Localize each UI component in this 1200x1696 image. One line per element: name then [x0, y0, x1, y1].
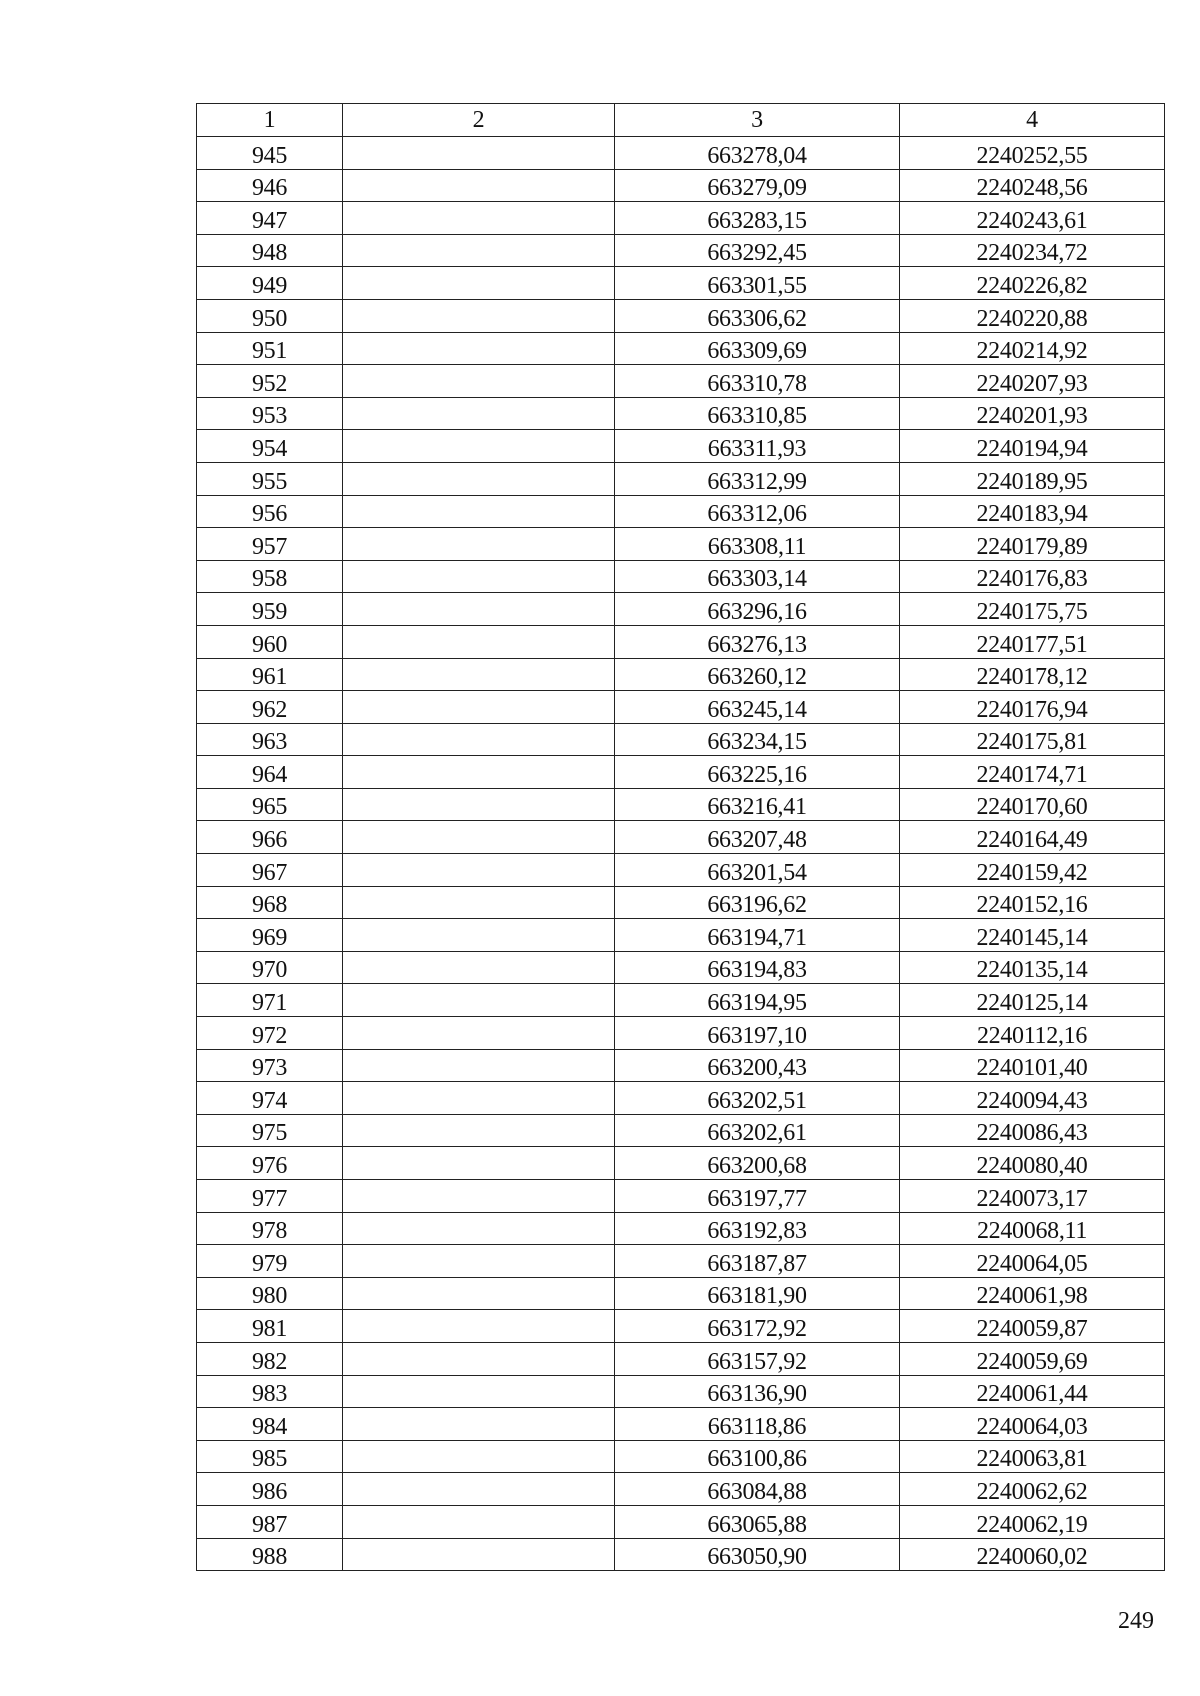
- x-coordinate-cell: 663050,90: [615, 1538, 900, 1571]
- y-coordinate-cell: 2240174,71: [900, 756, 1165, 789]
- empty-cell: [343, 821, 615, 854]
- x-coordinate-cell: 663118,86: [615, 1408, 900, 1441]
- empty-cell: [343, 299, 615, 332]
- x-coordinate-cell: 663312,06: [615, 495, 900, 528]
- table-row: [197, 1473, 1165, 1506]
- empty-cell: [343, 723, 615, 756]
- x-coordinate-cell: 663200,68: [615, 1147, 900, 1180]
- page-number: 249: [1118, 1608, 1154, 1634]
- y-coordinate-cell: 2240059,87: [900, 1310, 1165, 1343]
- x-coordinate-cell: 663157,92: [615, 1342, 900, 1375]
- y-coordinate-cell: 2240135,14: [900, 951, 1165, 984]
- empty-cell: [343, 332, 615, 365]
- point-number-cell: 945: [197, 137, 343, 170]
- x-coordinate-cell: 663296,16: [615, 593, 900, 626]
- table-row: [197, 1245, 1165, 1278]
- table-row: [197, 169, 1165, 202]
- x-coordinate-cell: 663301,55: [615, 267, 900, 300]
- table-row: [197, 528, 1165, 561]
- table-row: [197, 1440, 1165, 1473]
- table-row: [197, 137, 1165, 170]
- empty-cell: [343, 430, 615, 463]
- y-coordinate-cell: 2240178,12: [900, 658, 1165, 691]
- y-coordinate-cell: 2240176,83: [900, 560, 1165, 593]
- point-number-cell: 959: [197, 593, 343, 626]
- point-number-cell: 982: [197, 1342, 343, 1375]
- y-coordinate-cell: 2240207,93: [900, 365, 1165, 398]
- table-row: [197, 234, 1165, 267]
- point-number-cell: 962: [197, 691, 343, 724]
- empty-cell: [343, 169, 615, 202]
- y-coordinate-cell: 2240164,49: [900, 821, 1165, 854]
- column-header-2: 2: [343, 104, 615, 137]
- x-coordinate-cell: 663200,43: [615, 1049, 900, 1082]
- y-coordinate-cell: 2240060,02: [900, 1538, 1165, 1571]
- y-coordinate-cell: 2240214,92: [900, 332, 1165, 365]
- point-number-cell: 970: [197, 951, 343, 984]
- empty-cell: [343, 1408, 615, 1441]
- empty-cell: [343, 1473, 615, 1506]
- table-row: [197, 1310, 1165, 1343]
- table-row: [197, 430, 1165, 463]
- empty-cell: [343, 593, 615, 626]
- column-header-1: 1: [197, 104, 343, 137]
- table-header-row: [197, 104, 1165, 137]
- x-coordinate-cell: 663192,83: [615, 1212, 900, 1245]
- table-row: [197, 202, 1165, 235]
- table-row: [197, 788, 1165, 821]
- empty-cell: [343, 1180, 615, 1213]
- empty-cell: [343, 397, 615, 430]
- table-row: [197, 1342, 1165, 1375]
- point-number-cell: 958: [197, 560, 343, 593]
- x-coordinate-cell: 663283,15: [615, 202, 900, 235]
- y-coordinate-cell: 2240201,93: [900, 397, 1165, 430]
- table-row: [197, 1049, 1165, 1082]
- empty-cell: [343, 495, 615, 528]
- x-coordinate-cell: 663194,71: [615, 919, 900, 952]
- x-coordinate-cell: 663306,62: [615, 299, 900, 332]
- table-row: [197, 951, 1165, 984]
- y-coordinate-cell: 2240086,43: [900, 1114, 1165, 1147]
- y-coordinate-cell: 2240194,94: [900, 430, 1165, 463]
- x-coordinate-cell: 663260,12: [615, 658, 900, 691]
- table-row: [197, 1082, 1165, 1115]
- y-coordinate-cell: 2240183,94: [900, 495, 1165, 528]
- table-row: [197, 658, 1165, 691]
- table-row: [197, 886, 1165, 919]
- point-number-cell: 946: [197, 169, 343, 202]
- table-row: [197, 1017, 1165, 1050]
- x-coordinate-cell: 663065,88: [615, 1505, 900, 1538]
- y-coordinate-cell: 2240061,44: [900, 1375, 1165, 1408]
- x-coordinate-cell: 663308,11: [615, 528, 900, 561]
- table-body: [197, 137, 1165, 1571]
- empty-cell: [343, 1538, 615, 1571]
- point-number-cell: 949: [197, 267, 343, 300]
- x-coordinate-cell: 663100,86: [615, 1440, 900, 1473]
- empty-cell: [343, 951, 615, 984]
- x-coordinate-cell: 663279,09: [615, 169, 900, 202]
- x-coordinate-cell: 663207,48: [615, 821, 900, 854]
- table-row: [197, 723, 1165, 756]
- x-coordinate-cell: 663245,14: [615, 691, 900, 724]
- table-row: [197, 299, 1165, 332]
- point-number-cell: 956: [197, 495, 343, 528]
- x-coordinate-cell: 663216,41: [615, 788, 900, 821]
- table-row: [197, 984, 1165, 1017]
- x-coordinate-cell: 663197,77: [615, 1180, 900, 1213]
- point-number-cell: 978: [197, 1212, 343, 1245]
- y-coordinate-cell: 2240112,16: [900, 1017, 1165, 1050]
- x-coordinate-cell: 663136,90: [615, 1375, 900, 1408]
- table-row: [197, 691, 1165, 724]
- point-number-cell: 985: [197, 1440, 343, 1473]
- point-number-cell: 988: [197, 1538, 343, 1571]
- point-number-cell: 953: [197, 397, 343, 430]
- point-number-cell: 974: [197, 1082, 343, 1115]
- empty-cell: [343, 1245, 615, 1278]
- x-coordinate-cell: 663197,10: [615, 1017, 900, 1050]
- empty-cell: [343, 1114, 615, 1147]
- point-number-cell: 968: [197, 886, 343, 919]
- y-coordinate-cell: 2240220,88: [900, 299, 1165, 332]
- table-row: [197, 332, 1165, 365]
- table-row: [197, 919, 1165, 952]
- point-number-cell: 979: [197, 1245, 343, 1278]
- x-coordinate-cell: 663312,99: [615, 462, 900, 495]
- x-coordinate-cell: 663194,95: [615, 984, 900, 1017]
- table-row: [197, 1375, 1165, 1408]
- table-row: [197, 821, 1165, 854]
- empty-cell: [343, 234, 615, 267]
- x-coordinate-cell: 663187,87: [615, 1245, 900, 1278]
- table-row: [197, 1114, 1165, 1147]
- empty-cell: [343, 1505, 615, 1538]
- point-number-cell: 948: [197, 234, 343, 267]
- y-coordinate-cell: 2240252,55: [900, 137, 1165, 170]
- table-row: [197, 462, 1165, 495]
- y-coordinate-cell: 2240248,56: [900, 169, 1165, 202]
- table-row: [197, 560, 1165, 593]
- x-coordinate-cell: 663201,54: [615, 854, 900, 887]
- coordinates-table: [196, 103, 1165, 1571]
- y-coordinate-cell: 2240234,72: [900, 234, 1165, 267]
- x-coordinate-cell: 663310,85: [615, 397, 900, 430]
- x-coordinate-cell: 663194,83: [615, 951, 900, 984]
- y-coordinate-cell: 2240061,98: [900, 1277, 1165, 1310]
- empty-cell: [343, 756, 615, 789]
- point-number-cell: 964: [197, 756, 343, 789]
- point-number-cell: 950: [197, 299, 343, 332]
- point-number-cell: 977: [197, 1180, 343, 1213]
- point-number-cell: 987: [197, 1505, 343, 1538]
- empty-cell: [343, 1212, 615, 1245]
- column-header-3: 3: [615, 104, 900, 137]
- x-coordinate-cell: 663309,69: [615, 332, 900, 365]
- x-coordinate-cell: 663303,14: [615, 560, 900, 593]
- x-coordinate-cell: 663084,88: [615, 1473, 900, 1506]
- y-coordinate-cell: 2240243,61: [900, 202, 1165, 235]
- point-number-cell: 981: [197, 1310, 343, 1343]
- x-coordinate-cell: 663172,92: [615, 1310, 900, 1343]
- point-number-cell: 980: [197, 1277, 343, 1310]
- empty-cell: [343, 365, 615, 398]
- y-coordinate-cell: 2240226,82: [900, 267, 1165, 300]
- point-number-cell: 951: [197, 332, 343, 365]
- y-coordinate-cell: 2240094,43: [900, 1082, 1165, 1115]
- y-coordinate-cell: 2240159,42: [900, 854, 1165, 887]
- empty-cell: [343, 919, 615, 952]
- table-row: [197, 267, 1165, 300]
- point-number-cell: 963: [197, 723, 343, 756]
- y-coordinate-cell: 2240062,62: [900, 1473, 1165, 1506]
- y-coordinate-cell: 2240062,19: [900, 1505, 1165, 1538]
- y-coordinate-cell: 2240068,11: [900, 1212, 1165, 1245]
- empty-cell: [343, 462, 615, 495]
- y-coordinate-cell: 2240064,03: [900, 1408, 1165, 1441]
- x-coordinate-cell: 663202,51: [615, 1082, 900, 1115]
- x-coordinate-cell: 663310,78: [615, 365, 900, 398]
- column-header-4: 4: [900, 104, 1165, 137]
- y-coordinate-cell: 2240063,81: [900, 1440, 1165, 1473]
- point-number-cell: 976: [197, 1147, 343, 1180]
- point-number-cell: 975: [197, 1114, 343, 1147]
- table-row: [197, 1505, 1165, 1538]
- y-coordinate-cell: 2240152,16: [900, 886, 1165, 919]
- x-coordinate-cell: 663225,16: [615, 756, 900, 789]
- x-coordinate-cell: 663311,93: [615, 430, 900, 463]
- table-row: [197, 625, 1165, 658]
- y-coordinate-cell: 2240175,75: [900, 593, 1165, 626]
- point-number-cell: 969: [197, 919, 343, 952]
- point-number-cell: 972: [197, 1017, 343, 1050]
- empty-cell: [343, 1147, 615, 1180]
- point-number-cell: 967: [197, 854, 343, 887]
- y-coordinate-cell: 2240175,81: [900, 723, 1165, 756]
- x-coordinate-cell: 663278,04: [615, 137, 900, 170]
- y-coordinate-cell: 2240177,51: [900, 625, 1165, 658]
- empty-cell: [343, 1082, 615, 1115]
- point-number-cell: 955: [197, 462, 343, 495]
- empty-cell: [343, 854, 615, 887]
- point-number-cell: 966: [197, 821, 343, 854]
- y-coordinate-cell: 2240080,40: [900, 1147, 1165, 1180]
- table-row: [197, 1277, 1165, 1310]
- y-coordinate-cell: 2240059,69: [900, 1342, 1165, 1375]
- empty-cell: [343, 528, 615, 561]
- x-coordinate-cell: 663202,61: [615, 1114, 900, 1147]
- table-row: [197, 1212, 1165, 1245]
- empty-cell: [343, 202, 615, 235]
- x-coordinate-cell: 663196,62: [615, 886, 900, 919]
- y-coordinate-cell: 2240073,17: [900, 1180, 1165, 1213]
- x-coordinate-cell: 663181,90: [615, 1277, 900, 1310]
- y-coordinate-cell: 2240176,94: [900, 691, 1165, 724]
- empty-cell: [343, 1342, 615, 1375]
- point-number-cell: 986: [197, 1473, 343, 1506]
- point-number-cell: 952: [197, 365, 343, 398]
- empty-cell: [343, 1440, 615, 1473]
- empty-cell: [343, 1277, 615, 1310]
- y-coordinate-cell: 2240170,60: [900, 788, 1165, 821]
- x-coordinate-cell: 663276,13: [615, 625, 900, 658]
- table-row: [197, 1147, 1165, 1180]
- x-coordinate-cell: 663292,45: [615, 234, 900, 267]
- table-row: [197, 756, 1165, 789]
- empty-cell: [343, 137, 615, 170]
- point-number-cell: 947: [197, 202, 343, 235]
- point-number-cell: 957: [197, 528, 343, 561]
- empty-cell: [343, 1049, 615, 1082]
- empty-cell: [343, 267, 615, 300]
- table-row: [197, 1180, 1165, 1213]
- y-coordinate-cell: 2240101,40: [900, 1049, 1165, 1082]
- empty-cell: [343, 886, 615, 919]
- table-row: [197, 854, 1165, 887]
- empty-cell: [343, 1310, 615, 1343]
- table-row: [197, 1408, 1165, 1441]
- y-coordinate-cell: 2240064,05: [900, 1245, 1165, 1278]
- empty-cell: [343, 984, 615, 1017]
- table-row: [197, 365, 1165, 398]
- empty-cell: [343, 658, 615, 691]
- y-coordinate-cell: 2240125,14: [900, 984, 1165, 1017]
- empty-cell: [343, 560, 615, 593]
- point-number-cell: 971: [197, 984, 343, 1017]
- point-number-cell: 973: [197, 1049, 343, 1082]
- empty-cell: [343, 691, 615, 724]
- empty-cell: [343, 1017, 615, 1050]
- point-number-cell: 960: [197, 625, 343, 658]
- point-number-cell: 983: [197, 1375, 343, 1408]
- table-row: [197, 397, 1165, 430]
- point-number-cell: 965: [197, 788, 343, 821]
- y-coordinate-cell: 2240145,14: [900, 919, 1165, 952]
- y-coordinate-cell: 2240189,95: [900, 462, 1165, 495]
- point-number-cell: 961: [197, 658, 343, 691]
- point-number-cell: 984: [197, 1408, 343, 1441]
- x-coordinate-cell: 663234,15: [615, 723, 900, 756]
- table-row: [197, 1538, 1165, 1571]
- table-row: [197, 495, 1165, 528]
- empty-cell: [343, 788, 615, 821]
- empty-cell: [343, 625, 615, 658]
- empty-cell: [343, 1375, 615, 1408]
- table-row: [197, 593, 1165, 626]
- y-coordinate-cell: 2240179,89: [900, 528, 1165, 561]
- point-number-cell: 954: [197, 430, 343, 463]
